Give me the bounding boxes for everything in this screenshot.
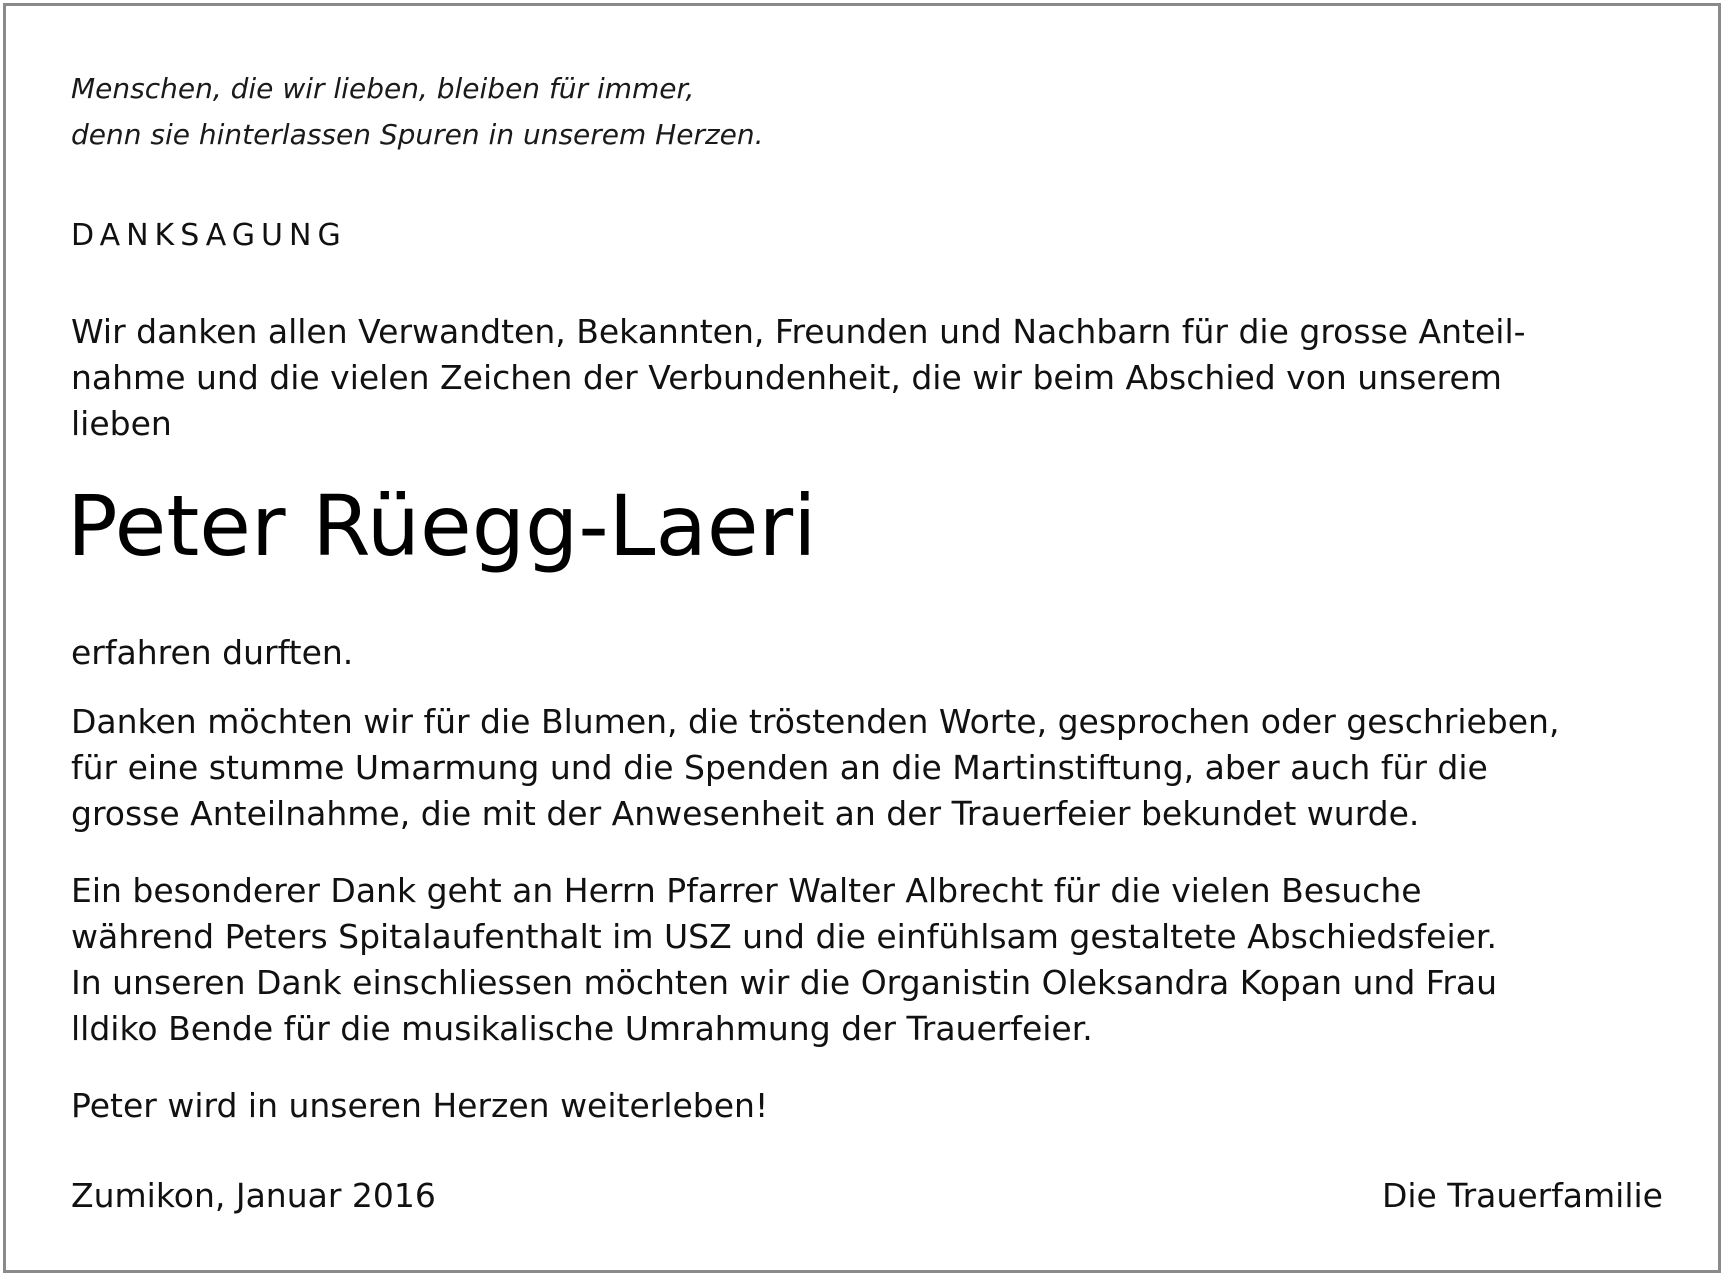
intro-line-2: nahme und die vielen Zeichen der Verbundenheit, die wir beim Abschied von unserem [71,358,1502,397]
notice-heading: DANKSAGUNG [71,218,347,253]
motto-line-1: Menschen, die wir lieben, bleiben für immer, [71,72,695,105]
intro-end [71,630,353,676]
intro-line-1: Wir danken allen Verwandten, Bekannten, Freunden und Nachbarn für die grosse Anteil- [71,312,1526,351]
notice-frame [3,3,1721,1273]
intro-end-line: erfahren durften. [71,633,354,672]
thanks-line-2: für eine stumme Umarmung und die Spenden an die Martinstiftung, aber auch für die [71,748,1488,787]
special-thanks-paragraph [71,868,1497,1052]
motto-quote [71,66,764,158]
closing-text: Peter wird in unseren Herzen weiterleben! [71,1086,769,1125]
thanks-paragraph [71,699,1559,837]
intro-line-3: lieben [71,404,172,443]
thanks-line-3: grosse Anteilnahme, die mit der Anwesenheit an der Trauerfeier bekundet wurde. [71,794,1420,833]
special-thanks-line-1: Ein besonderer Dank geht an Herrn Pfarrer Walter Albrecht für die vielen Besuche [71,871,1422,910]
motto-line-2: denn sie hinterlassen Spuren in unserem Herzen. [71,118,764,151]
signature: Die Trauerfamilie [1381,1176,1663,1215]
intro-paragraph [71,309,1526,447]
special-thanks-line-4: lldiko Bende für die musikalische Umrahmung der Trauerfeier. [71,1009,1093,1048]
place-date: Zumikon, Januar 2016 [71,1176,436,1215]
closing-line [71,1083,768,1129]
thanks-line-1: Danken möchten wir für die Blumen, die tröstenden Worte, gesprochen oder geschrieben, [71,702,1560,741]
special-thanks-line-3: In unseren Dank einschliessen möchten wir die Organistin Oleksandra Kopan und Frau [71,963,1498,1002]
deceased-name: Peter Rüegg-Laeri [67,477,817,575]
special-thanks-line-2: während Peters Spitalaufenthalt im USZ und die einfühlsam gestaltete Abschiedsfeier. [71,917,1497,956]
